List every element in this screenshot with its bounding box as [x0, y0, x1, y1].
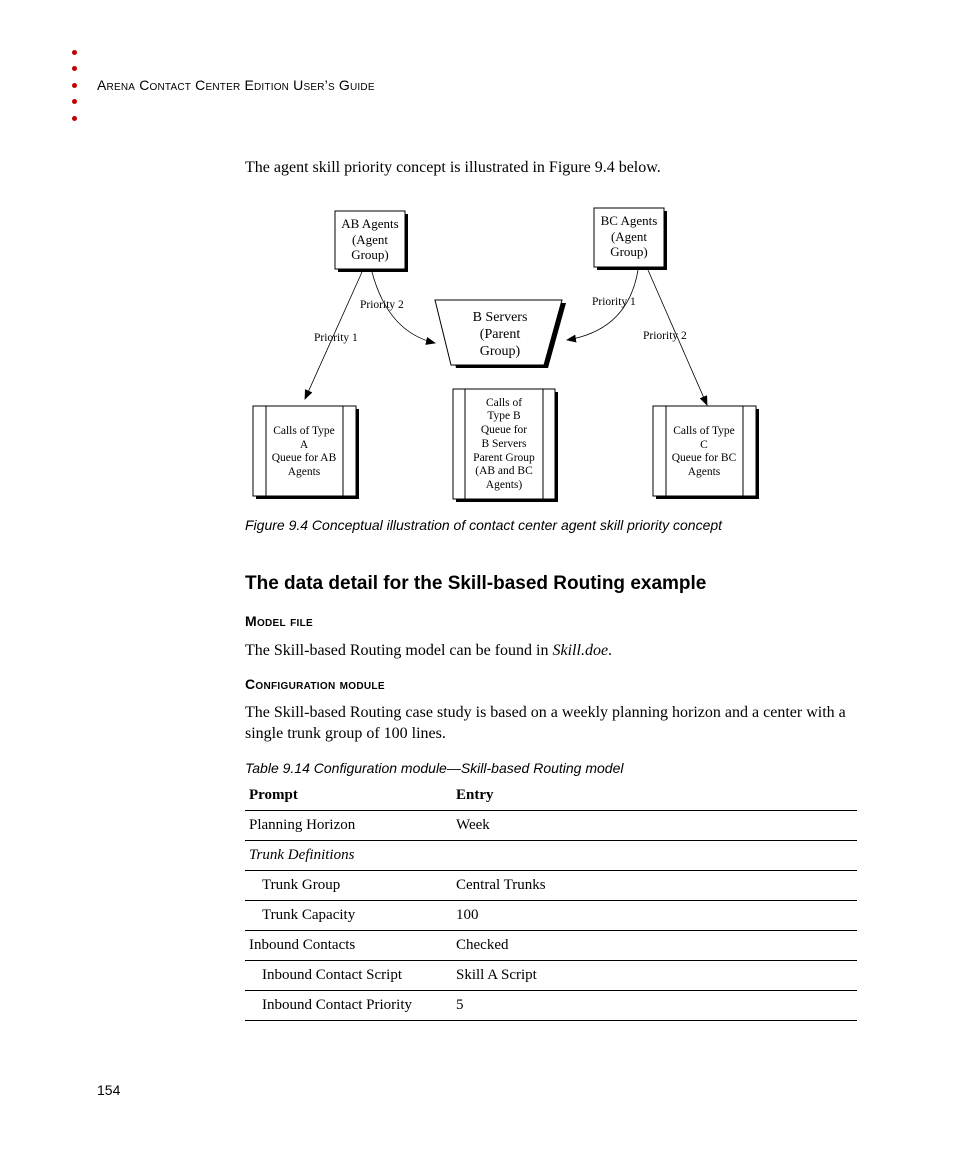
entry-cell: Central Trunks — [452, 871, 857, 901]
queue-a-box — [253, 406, 359, 499]
queue-b-line: (AB and BC — [475, 465, 533, 477]
bc-agents-line: BC Agents — [600, 213, 658, 228]
queue-a-line: Calls of Type — [273, 425, 335, 437]
queue-b-line: Calls of — [485, 397, 523, 409]
entry-cell: 5 — [452, 991, 857, 1021]
section-title: The data detail for the Skill-based Routing example — [245, 573, 707, 594]
table-caption: Table 9.14 Configuration module—Skill-based Routing model — [245, 760, 624, 776]
ab-agents-box — [335, 211, 408, 272]
bc-agents-line: Group) — [610, 244, 648, 259]
queue-c-line: C — [700, 439, 708, 451]
entry-cell: Checked — [452, 931, 857, 961]
table-row — [245, 991, 857, 1021]
prompt-cell: Trunk Capacity — [245, 901, 452, 931]
page-number: 154 — [97, 1082, 121, 1098]
bc-agents-line: (Agent — [610, 229, 648, 244]
column-header-entry: Entry — [452, 782, 857, 811]
priority-label: Priority 2 — [643, 330, 687, 342]
queue-a-line: A — [299, 439, 309, 451]
model-file-heading: Model file — [245, 613, 313, 629]
model-file-text: The Skill-based Routing model can be found in — [245, 642, 553, 659]
table-row — [245, 901, 857, 931]
table-header-row — [245, 782, 857, 811]
bullet-icon — [72, 50, 77, 55]
prompt-cell: Inbound Contacts — [245, 931, 452, 961]
queue-b-line: B Servers — [481, 438, 527, 450]
b-servers-shape — [435, 300, 566, 368]
priority-label: Priority 1 — [592, 296, 636, 308]
model-file-text-end: . — [608, 642, 613, 659]
bullet-icon — [72, 83, 77, 88]
table-row — [245, 871, 857, 901]
queue-b-box — [453, 389, 558, 502]
queue-c-line: Queue for BC — [671, 452, 737, 464]
bc-agents-box — [594, 208, 667, 270]
queue-a-line: Queue for AB — [271, 452, 337, 464]
prompt-cell: Inbound Contact Script — [245, 961, 452, 991]
ab-agents-line: Group) — [351, 247, 389, 262]
bullet-icon — [72, 66, 77, 71]
column-header-prompt: Prompt — [245, 782, 452, 811]
queue-b-line: Parent Group — [473, 452, 535, 464]
table-row — [245, 961, 857, 991]
ab-agents-line: AB Agents — [341, 216, 399, 231]
queue-c-box — [653, 406, 759, 499]
bullet-icon — [72, 99, 77, 104]
prompt-cell: Trunk Definitions — [245, 841, 452, 871]
model-filename: Skill.doe — [552, 642, 609, 659]
model-file-paragraph — [245, 640, 865, 661]
queue-c-line: Agents — [687, 466, 721, 478]
priority-label: Priority 2 — [360, 299, 404, 311]
queue-b-line: Type B — [487, 410, 521, 422]
queue-b-line: Agents) — [485, 479, 523, 491]
prompt-cell: Inbound Contact Priority — [245, 991, 452, 1021]
table-row — [245, 931, 857, 961]
entry-cell: Skill A Script — [452, 961, 857, 991]
table-row — [245, 811, 857, 841]
intro-paragraph: The agent skill priority concept is illustrated in Figure 9.4 below. — [245, 159, 661, 176]
entry-cell — [452, 841, 857, 871]
bullet-icon — [72, 116, 77, 121]
figure-caption: Figure 9.4 Conceptual illustration of contact center agent skill priority concept — [245, 517, 723, 533]
queue-a-line: Agents — [287, 466, 321, 478]
entry-cell: Week — [452, 811, 857, 841]
configuration-table — [245, 782, 857, 1021]
priority-label: Priority 1 — [314, 332, 358, 344]
configuration-module-paragraph: The Skill-based Routing case study is based on a weekly planning horizon and a center with a single trunk group of 100 lines. — [245, 704, 846, 742]
skill-priority-diagram — [245, 200, 775, 510]
b-servers-line: (Parent — [479, 327, 521, 342]
b-servers-line: Group) — [479, 344, 521, 359]
queue-b-line: Queue for — [480, 424, 528, 436]
entry-cell: 100 — [452, 901, 857, 931]
table-row — [245, 841, 857, 871]
b-servers-line: B Servers — [472, 310, 528, 325]
prompt-cell: Planning Horizon — [245, 811, 452, 841]
queue-c-line: Calls of Type — [673, 425, 735, 437]
ab-agents-line: (Agent — [351, 232, 389, 247]
configuration-module-heading: Configuration module — [245, 676, 385, 692]
prompt-cell: Trunk Group — [245, 871, 452, 901]
running-head: Arena Contact Center Edition User’s Guide — [97, 77, 375, 93]
